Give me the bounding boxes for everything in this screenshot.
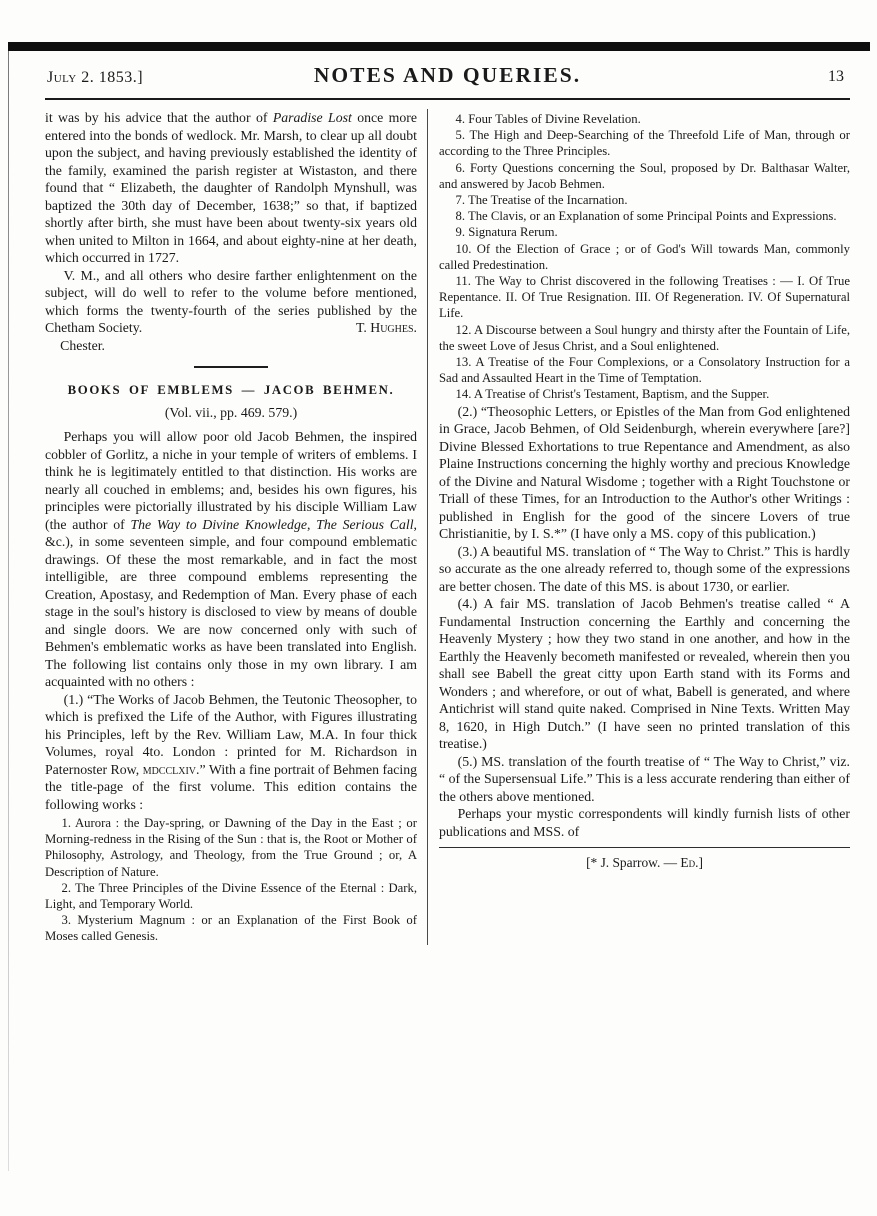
sheet	[45, 60, 850, 945]
paragraph: Perhaps your mystic correspondents will kindly furnish lists of other publications and MSS. of	[439, 806, 850, 839]
location: Chester.	[60, 337, 106, 353]
list-item: 14. A Treatise of Christ's Testament, Baptism, and the Supper.	[455, 387, 770, 402]
header-rule	[45, 98, 850, 100]
list-item: 7. The Treatise of the Incarnation.	[455, 193, 628, 208]
page-number: 13	[828, 68, 844, 85]
page-top-border	[8, 42, 870, 51]
footnote	[439, 847, 850, 872]
issue-date: July 2. 1853.]	[47, 69, 144, 86]
section-divider	[194, 366, 268, 368]
publication-title: NOTES AND QUERIES.	[313, 63, 582, 87]
list-item: 9. Signatura Rerum.	[455, 225, 558, 240]
paragraph: Perhaps you will allow poor old Jacob Behmen, the inspired cobbler of Gorlitz, a niche in your temple of writers of emblems. I think he is legitimately entitled to that distinction. His works are nearly all couched in emblems; and, besides his own figures, his principles were pictorially illustrated by his disciple William Law (the author of The Way to Divine Knowledge, The Serious Call, &c.), in some seventeen simple, and four compound emblematic drawings. Of these the most remarkable, and in fact the most intelligible, are three compound emblems representing the Creation, Apostasy, and Redemption of Man. Every phase of each stage in the soul's history is disclosed to view by means of double and single doors. We are now concerned only with such of Behmen's emblematic works as have been translated into English. The following list contains only those in my own library. I am acquainted with no others :	[45, 429, 417, 689]
works-list-right	[439, 111, 850, 403]
list-item: 13. A Treatise of the Four Complexions, or a Consolatory Instruction for a Sad and Assaulted Heart in the Time of Temptation.	[439, 355, 850, 386]
works-list-left	[45, 815, 417, 945]
paragraph: (3.) A beautiful MS. translation of “ The Way to Christ.” This is hardly so accurate as the one already referred to, though some of the expressions are better chosen. The date of this MS. is about 1730, or earlier.	[439, 543, 850, 594]
page-left-edge	[8, 51, 9, 1171]
paragraph: (4.) A fair MS. translation of Jacob Behmen's treatise called “ A Fundamental Instruction concerning the Earthly and concerning the Heavenly Mystery ; how they two stand in one another, and how in the Earthly the Heavenly becometh manifested or revealed, wherein then you shall see Babell the great citty upon Earth stand with its Forms and Wonders ; and wherefore, or out of what, Babell is generated, and where Antichrist will stand quite naked. Comprised in Nine Texts. Written May 8, 1620, in High Dutch.” (I have seen no printed translation of this treatise.)	[439, 596, 850, 752]
list-item: 4. Four Tables of Divine Revelation.	[455, 112, 641, 126]
paragraph: (2.) “Theosophic Letters, or Epistles of the Man from God enlightened in Grace, Jacob Behmen, of Old Seidenburgh, wherein everywhere [are?] Divine Blessed Exhortations to true Repentance and Amendment, as also Plaine Instructions concerning the highly worthy and precious Knowledge of the Divine and Natural Wisdome ; together with a Right Touchstone or Triall of these Times, for an Introduction to the Author's other Writings : published in English for the good of the sincere Lovers of true Christianitie, by I. S.*” (I have only a MS. copy of this publication.)	[439, 403, 850, 542]
list-item: 11. The Way to Christ discovered in the following Treatises : — I. Of True Repentance. II. Of True Resignation. III. Of Regeneration. IV. Of Supernatural Life.	[439, 274, 850, 321]
columns	[45, 109, 850, 945]
page-header	[45, 60, 850, 94]
reply-paragraph	[45, 267, 417, 337]
paragraph: (5.) MS. translation of the fourth treatise of “ The Way to Christ,” viz. “ of the Supersensual Life.” This is a less accurate rendering than either of the others above mentioned.	[439, 753, 850, 804]
list-item: 8. The Clavis, or an Explanation of some Principal Points and Expressions.	[455, 209, 837, 224]
list-item: 10. Of the Election of Grace ; or of God's Will towards Man, commonly called Predestination.	[439, 241, 850, 272]
reply-text: V. M., and all others who desire farther enlightenment on the subject, will do well to refer to the volume before mentioned, which forms the twenty-fourth of the series published by the Chetham Society.	[45, 267, 417, 335]
list-item: 2. The Three Principles of the Divine Essence of the Eternal : Dark, Light, and Temporary World.	[45, 880, 417, 912]
right-column	[428, 109, 850, 945]
article-heading: BOOKS OF EMBLEMS — JACOB BEHMEN.	[67, 383, 395, 397]
list-item: 5. The High and Deep-Searching of the Threefold Life of Man, through or according to the Three Principles.	[439, 128, 850, 159]
left-column	[45, 109, 427, 945]
article-paragraphs	[45, 428, 417, 813]
list-item: 6. Forty Questions concerning the Soul, proposed by Dr. Balthasar Walter, and answered by Jacob Behmen.	[439, 160, 850, 191]
continuation-paragraph: it was by his advice that the author of Paradise Lost once more entered into the bonds of wedlock. Mr. Marsh, to clear up all doubt upon the subject, and having previously established the identity of the family, examined the parish register at Wistaston, and there found that “ Elizabeth, the daughter of Randolph Mynshull, was baptized the 30th day of December, 1638;” so that, if baptized shortly after birth, she must have been about twenty-six years old when united to Milton in 1664, and about eighty-nine at her death, which occurred in 1727.	[45, 110, 417, 265]
list-item: 3. Mysterium Magnum : or an Explanation of the First Book of Moses called Genesis.	[45, 913, 417, 944]
article-reference: (Vol. vii., pp. 469. 579.)	[164, 404, 298, 420]
list-item: 12. A Discourse between a Soul hungry and thirsty after the Fountain of Life, the sweet Love of Jesus Christ, and a Soul enlightened.	[439, 322, 850, 353]
signature: T. Hughes.	[355, 320, 417, 335]
footnote-text: [* J. Sparrow. — Ed.]	[586, 855, 703, 871]
list-item: 1. Aurora : the Day-spring, or Dawning of the Day in the East ; or Morning-redness in the Rising of the Sun : that is, the Root or Mother of Philosophy, Astrology, and Theology, from the True Ground ; or, A Description of Nature.	[45, 816, 417, 879]
right-paragraphs	[439, 403, 850, 841]
paragraph: (1.) “The Works of Jacob Behmen, the Teutonic Theosopher, to which is prefixed the Life of the Author, with Figures illustrating his Principles, left by the Rev. William Law, M.A. In four thick Volumes, royal 4to. London : printed for M. Richardson in Paternoster Row, mdcclxiv.” With a fine portrait of Behmen facing the title-page of the first volume. This edition contains the following works :	[45, 691, 417, 812]
